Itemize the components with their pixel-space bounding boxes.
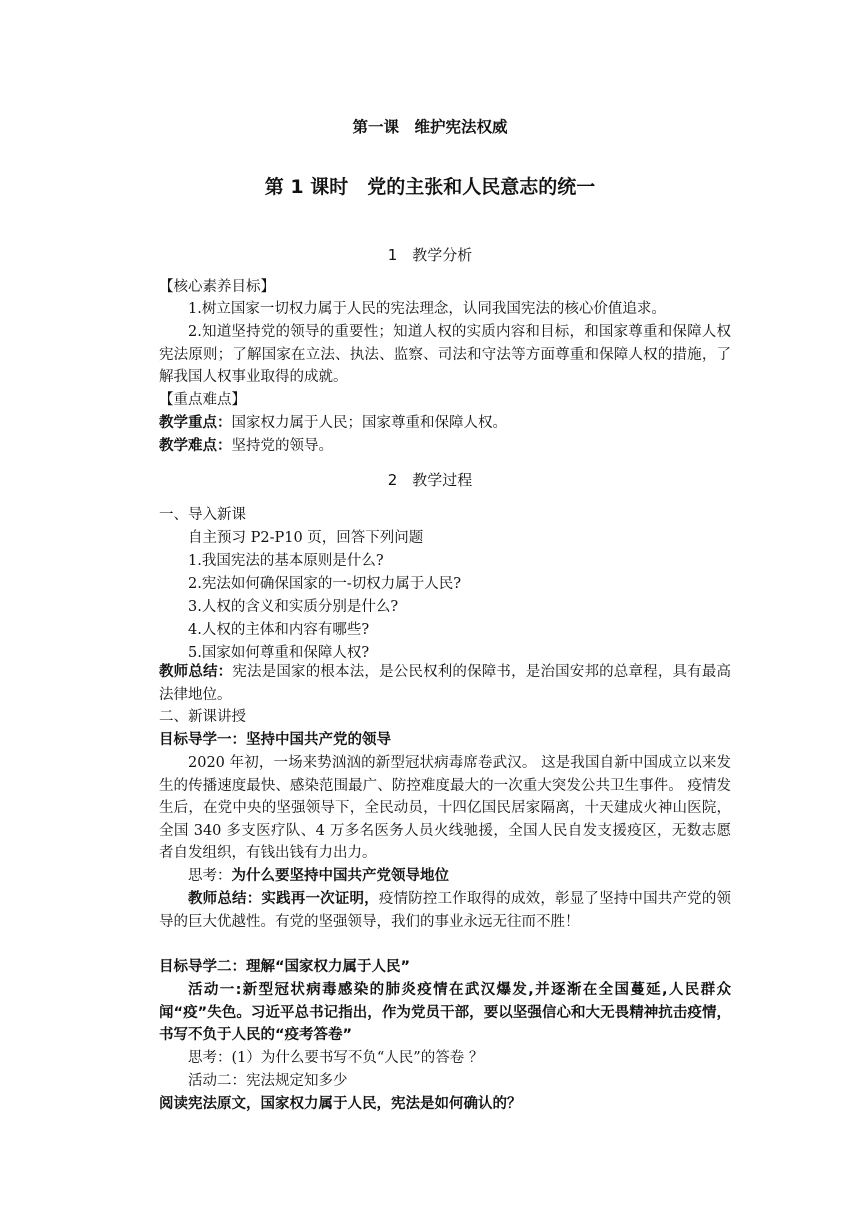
think-1 <box>188 865 449 887</box>
teaching-difficulty-label: 教学难点： <box>159 438 232 454</box>
goal-guide-1: 目标导学一：坚持中国共产党的领导 <box>159 732 391 748</box>
section-heading-analysis: 1 教学分析 <box>387 246 473 264</box>
question-3: 3.人权的含义和实质分别是什么? <box>188 599 399 615</box>
lesson-title: 第一课 维护宪法权威 <box>352 118 508 136</box>
question-5: 5.国家如何尊重和保障人权? <box>188 645 370 661</box>
question-2: 2.宪法如何确保国家的一-切权力属于人民? <box>188 576 462 592</box>
teacher-summary-1-text: 宪法是国家的根本法，是公民权利的保障书，是治国安邦的总章程，具有最高法律地位。 <box>159 664 732 703</box>
teacher-summary-2 <box>159 888 731 933</box>
period-title: 第 1 课时 党的主张和人民意志的统一 <box>264 176 596 198</box>
core-goals-label: 【核心素养目标】 <box>159 279 275 295</box>
teacher-summary-2-label: 教师总结： <box>188 891 262 907</box>
goal-1: 1.树立国家一切权力属于人民的宪法理念，认同我国宪法的核心价值追求。 <box>188 301 666 317</box>
section-heading-process: 2 教学过程 <box>387 471 473 489</box>
intro-label: 一、导入新课 <box>159 507 246 523</box>
activity-1: 活动一:新型冠状病毒感染的肺炎疫情在武汉爆发,并逐渐在全国蔓延,人民群众闻“疫”失色。习近平总书记指出，作为党员干部，要以坚强信心和大无畏精神抗击疫情，书写不负于人民的“疫考答卷” <box>159 982 731 1043</box>
think-2: 思考：(1）为什么要书写不负“人民”的答卷 ？ <box>188 1050 484 1066</box>
think-1-text: 为什么要坚持中国共产党领导地位 <box>231 868 449 884</box>
key-points-label: 【重点难点】 <box>159 392 246 408</box>
goal-guide-2: 目标导学二：理解“国家权力属于人民” <box>159 959 411 975</box>
teaching-focus <box>159 412 507 434</box>
think-1-prefix: 思考： <box>188 868 232 884</box>
teacher-summary-2-text: 疫情防控工作取得的成效，彰显了坚持中国共产党的领导的巨大优越性。有党的坚强领导，我们的事业永远无往而不胜！ <box>159 891 732 930</box>
reading-task: 阅读宪法原文，国家权力属于人民，宪法是如何确认的？ <box>159 1096 522 1112</box>
teaching-focus-text: 国家权力属于人民；国家尊重和保障人权。 <box>231 415 507 431</box>
teaching-focus-label: 教学重点： <box>159 415 232 431</box>
teaching-difficulty-text: 坚持党的领导。 <box>231 438 333 454</box>
question-4: 4.人权的主体和内容有哪些? <box>188 622 370 638</box>
teacher-summary-1 <box>159 661 731 706</box>
new-lesson-label: 二、新课讲授 <box>159 709 246 725</box>
teacher-summary-1-label: 教师总结： <box>159 664 233 680</box>
question-1: 1.我国宪法的基本原则是什么? <box>188 553 384 569</box>
goal-2: 2.知道坚持党的领导的重要性；知道人权的实质内容和目标，和国家尊重和保障人权宪法原则；了解国家在立法、执法、监察、司法和守法等方面尊重和保障人权的措施，了解我国人权事业取得的成就。 <box>159 324 731 385</box>
activity-2: 活动二：宪法规定知多少 <box>188 1073 348 1089</box>
story-paragraph: 2020 年初，一场来势汹汹的新型冠状病毒席卷武汉。 这是我国自新中国成立以来发生的传播速度最快、感染范围最广、防控难度最大的一次重大突发公共卫生事件。 疫情发生后，在党中央的坚强领导下，全民动员，十四亿国民居家隔离，十天建成火神山医院，全国 340 多支医疗队、4 万多名医务人员火线驰援，全国人民自发支援疫区，无数志愿者自发组织，有钱出钱有力出力。 <box>159 755 731 861</box>
teaching-difficulty <box>159 435 333 457</box>
preview-instruction: 自主预习 P2-P10 页，回答下列问题 <box>188 530 424 546</box>
teacher-summary-2-bold: 实践再一次证明， <box>261 891 379 907</box>
